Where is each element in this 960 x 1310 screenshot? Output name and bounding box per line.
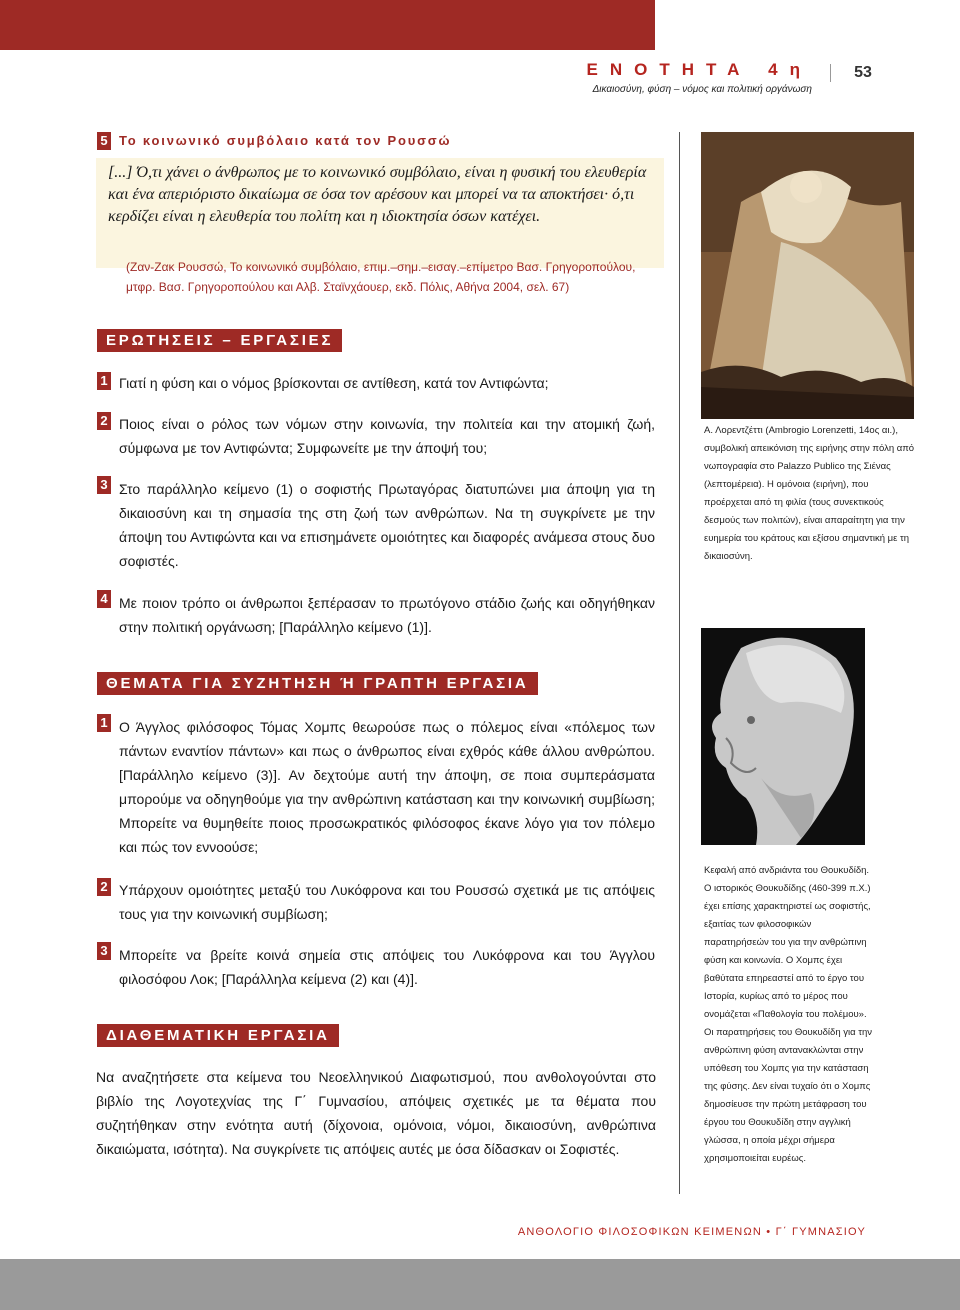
question-text: Γιατί η φύση και ο νόμος βρίσκονται σε αντίθεση, κατά τον Αντιφώντα; bbox=[119, 375, 549, 391]
cross-curricular-text: Να αναζητήσετε στα κείμενα του Νεοελληνικού Διαφωτισμού, που ανθολογούνται στο βιβλίο της Λογοτεχνίας της Γ΄ Γυμνασίου, απόψεις σχετικές με τα θέματα που συζητήθηκαν στην ενότητα αυτή (δίχονοια, ομόνοια, νόμοι, δικαιοσύνη, ανθρώπινα δικαιώματα, ισότητα). Να συγκρίνετε τις απόψεις αυτές με όσα δίδασκαν οι Σοφιστές. bbox=[96, 1069, 656, 1157]
cross-curricular-heading: ΔΙΑΘΕΜΑΤΙΚΗ ΕΡΓΑΣΙΑ bbox=[97, 1024, 339, 1047]
bottom-color-band bbox=[0, 1259, 960, 1310]
thucydides-bust-image bbox=[701, 628, 865, 845]
question-text: Στο παράλληλο κείμενο (1) ο σοφιστής Πρωταγόρας διατυπώνει μια άποψη για τη δικαιοσύνη και τη σημασία της στη ζωή των ανθρώπων. Να τη συγκρίνετε με την άποψη του Αντιφώντα και να επισημάνετε ομοιότητες και διαφορές ανάμεσα στους δυο σοφιστές. bbox=[119, 481, 655, 569]
bust-illustration bbox=[701, 628, 865, 845]
top-color-band bbox=[0, 0, 655, 50]
topic-text: Υπάρχουν ομοιότητες μεταξύ του Λυκόφρονα και του Ρουσσώ σχετικά με τις απόψεις τους για την κοινωνική συμβίωση; bbox=[119, 882, 655, 922]
topics-heading: ΘΕΜΑΤΑ ΓΙΑ ΣΥΖΗΤΗΣΗ Ή ΓΡΑΠΤΗ ΕΡΓΑΣΙΑ bbox=[97, 672, 538, 695]
questions-heading: ΕΡΩΤΗΣΕΙΣ – ΕΡΓΑΣΙΕΣ bbox=[97, 329, 342, 352]
column-divider bbox=[679, 132, 680, 1194]
topic-number: 1 bbox=[97, 714, 111, 732]
unit-subtitle: Δικαιοσύνη, φύση – νόμος και πολιτική οργάνωση bbox=[592, 84, 812, 95]
topic-number: 2 bbox=[97, 878, 111, 896]
question-text: Ποιος είναι ο ρόλος των νόμων στην κοινωνία, την πολιτεία και την ατομική ζωή, σύμφωνα με τον Αντιφώντα; Συμφωνείτε με την άποψή του; bbox=[119, 416, 655, 456]
quote-citation: (Ζαν-Ζακ Ρουσσώ, Το κοινωνικό συμβόλαιο, επιμ.–σημ.–εισαγ.–επίμετρο Βασ. Γρηγοροπούλου, μτφρ. Βασ. Γρηγοροπούλου και Αλβ. Σταϊνχάουερ, εκδ. Πόλις, Αθήνα 2004, σελ. 67) bbox=[126, 260, 636, 294]
topic-text: Ο Άγγλος φιλόσοφος Τόμας Χομπς θεωρούσε πως ο πόλεμος είναι «πόλεμος των πάντων εναντίον πάντων» και πως ο άνθρωπος είναι εχθρός κάθε άλλου ανθρώπου. [Παράλληλο κείμενο (3)]. Αν δεχτούμε αυτή την άποψη, σε ποια συμπεράσματα μπορούμε να οδηγηθούμε για την ανθρώπινη κατάσταση και την κοινωνική συμβίωση; Μπορείτε να θυμηθείτε ποιος προσωκρατικός φιλόσοφος έκανε λόγο για τον πόλεμο και πώς τον εννοούσε; bbox=[119, 719, 655, 855]
unit-title: ΕΝΟΤΗΤΑ 4η bbox=[586, 60, 812, 79]
question-text: Με ποιον τρόπο οι άνθρωποι ξεπέρασαν το πρωτόγονο στάδιο ζωής και οδηγήθηκαν στην πολιτική οργάνωση; [Παράλληλο κείμενο (1)]. bbox=[119, 595, 655, 635]
section-title: Το κοινωνικό συμβόλαιο κατά τον Ρουσσώ bbox=[119, 133, 452, 148]
topic-text: Μπορείτε να βρείτε κοινά σημεία στις απόψεις του Λυκόφρονα και του Άγγλου φιλοσόφου Λοκ; [Παράλληλα κείμενα (2) και (4)]. bbox=[119, 947, 655, 987]
question-number: 4 bbox=[97, 590, 111, 608]
topic-number: 3 bbox=[97, 942, 111, 960]
quote-text: [...] Ό,τι χάνει ο άνθρωπος με το κοινωνικό συμβόλαιο, είναι η φυσική του ελευθερία και ένα απεριόριστο δικαίωμα σε όσα τον αρέσουν και μπορεί να τα αποκτήσει· ό,τι κερδίζει είναι η ελευθερία του πολίτη και η ιδιοκτησία όσων κατέχει. bbox=[108, 164, 647, 225]
question-number: 3 bbox=[97, 476, 111, 494]
section-number: 5 bbox=[97, 132, 111, 150]
page-number: 53 bbox=[830, 64, 891, 82]
question-number: 2 bbox=[97, 412, 111, 430]
book-title-footer: ΑΝΘΟΛΟΓΙΟ ΦΙΛΟΣΟΦΙΚΩΝ ΚΕΙΜΕΝΩΝ • Γ΄ ΓΥΜΝΑΣΙΟΥ bbox=[517, 1226, 866, 1238]
fresco-illustration bbox=[701, 132, 914, 419]
fresco-image bbox=[701, 132, 914, 419]
question-number: 1 bbox=[97, 372, 111, 390]
fresco-caption: Α. Λορεντζέττι (Ambrogio Lorenzetti, 14ος αι.), συμβολική απεικόνιση της ειρήνης στην πόλη από νωπογραφία στο Palazzo Publico της Σιένας (λεπτομέρεια). Η ομόνοια (ειρήνη), που προέρχεται από τη φιλία (τους συνεκτικούς δεσμούς των πολιτών), είναι απαραίτητη για την ευημερία του κράτους και εξίσου σημαντική με τη δικαιοσύνη. bbox=[704, 425, 915, 562]
thucydides-caption: Κεφαλή από ανδριάντα του Θουκυδίδη. Ο ιστορικός Θουκυδίδης (460-399 π.Χ.) έχει επίσης χαρακτηριστεί ως σοφιστής, εξαιτίας των φιλοσοφικών παρατηρήσεών του για την ανθρώπινη φύση και κοινωνία. Ο Χομπς έχει βαθύτατα επηρεαστεί από το έργο του Ιστορία, κυρίως από το μέρος που ονομάζεται «Παθολογία του πολέμου». Οι παρατηρήσεις του Θουκυδίδη για την ανθρώπινη φύση αντανακλώνται στην υπόθεση του Χομπς για την κατάσταση της φύσης. Δεν είναι τυχαίο ότι ο Χομπς δημοσίευσε την πρώτη μετάφραση του έργου του Θουκυδίδη στην αγγλική γλώσσα, η οποία μέχρι σήμερα χρησιμοποιείται ευρέως. bbox=[704, 865, 873, 1164]
